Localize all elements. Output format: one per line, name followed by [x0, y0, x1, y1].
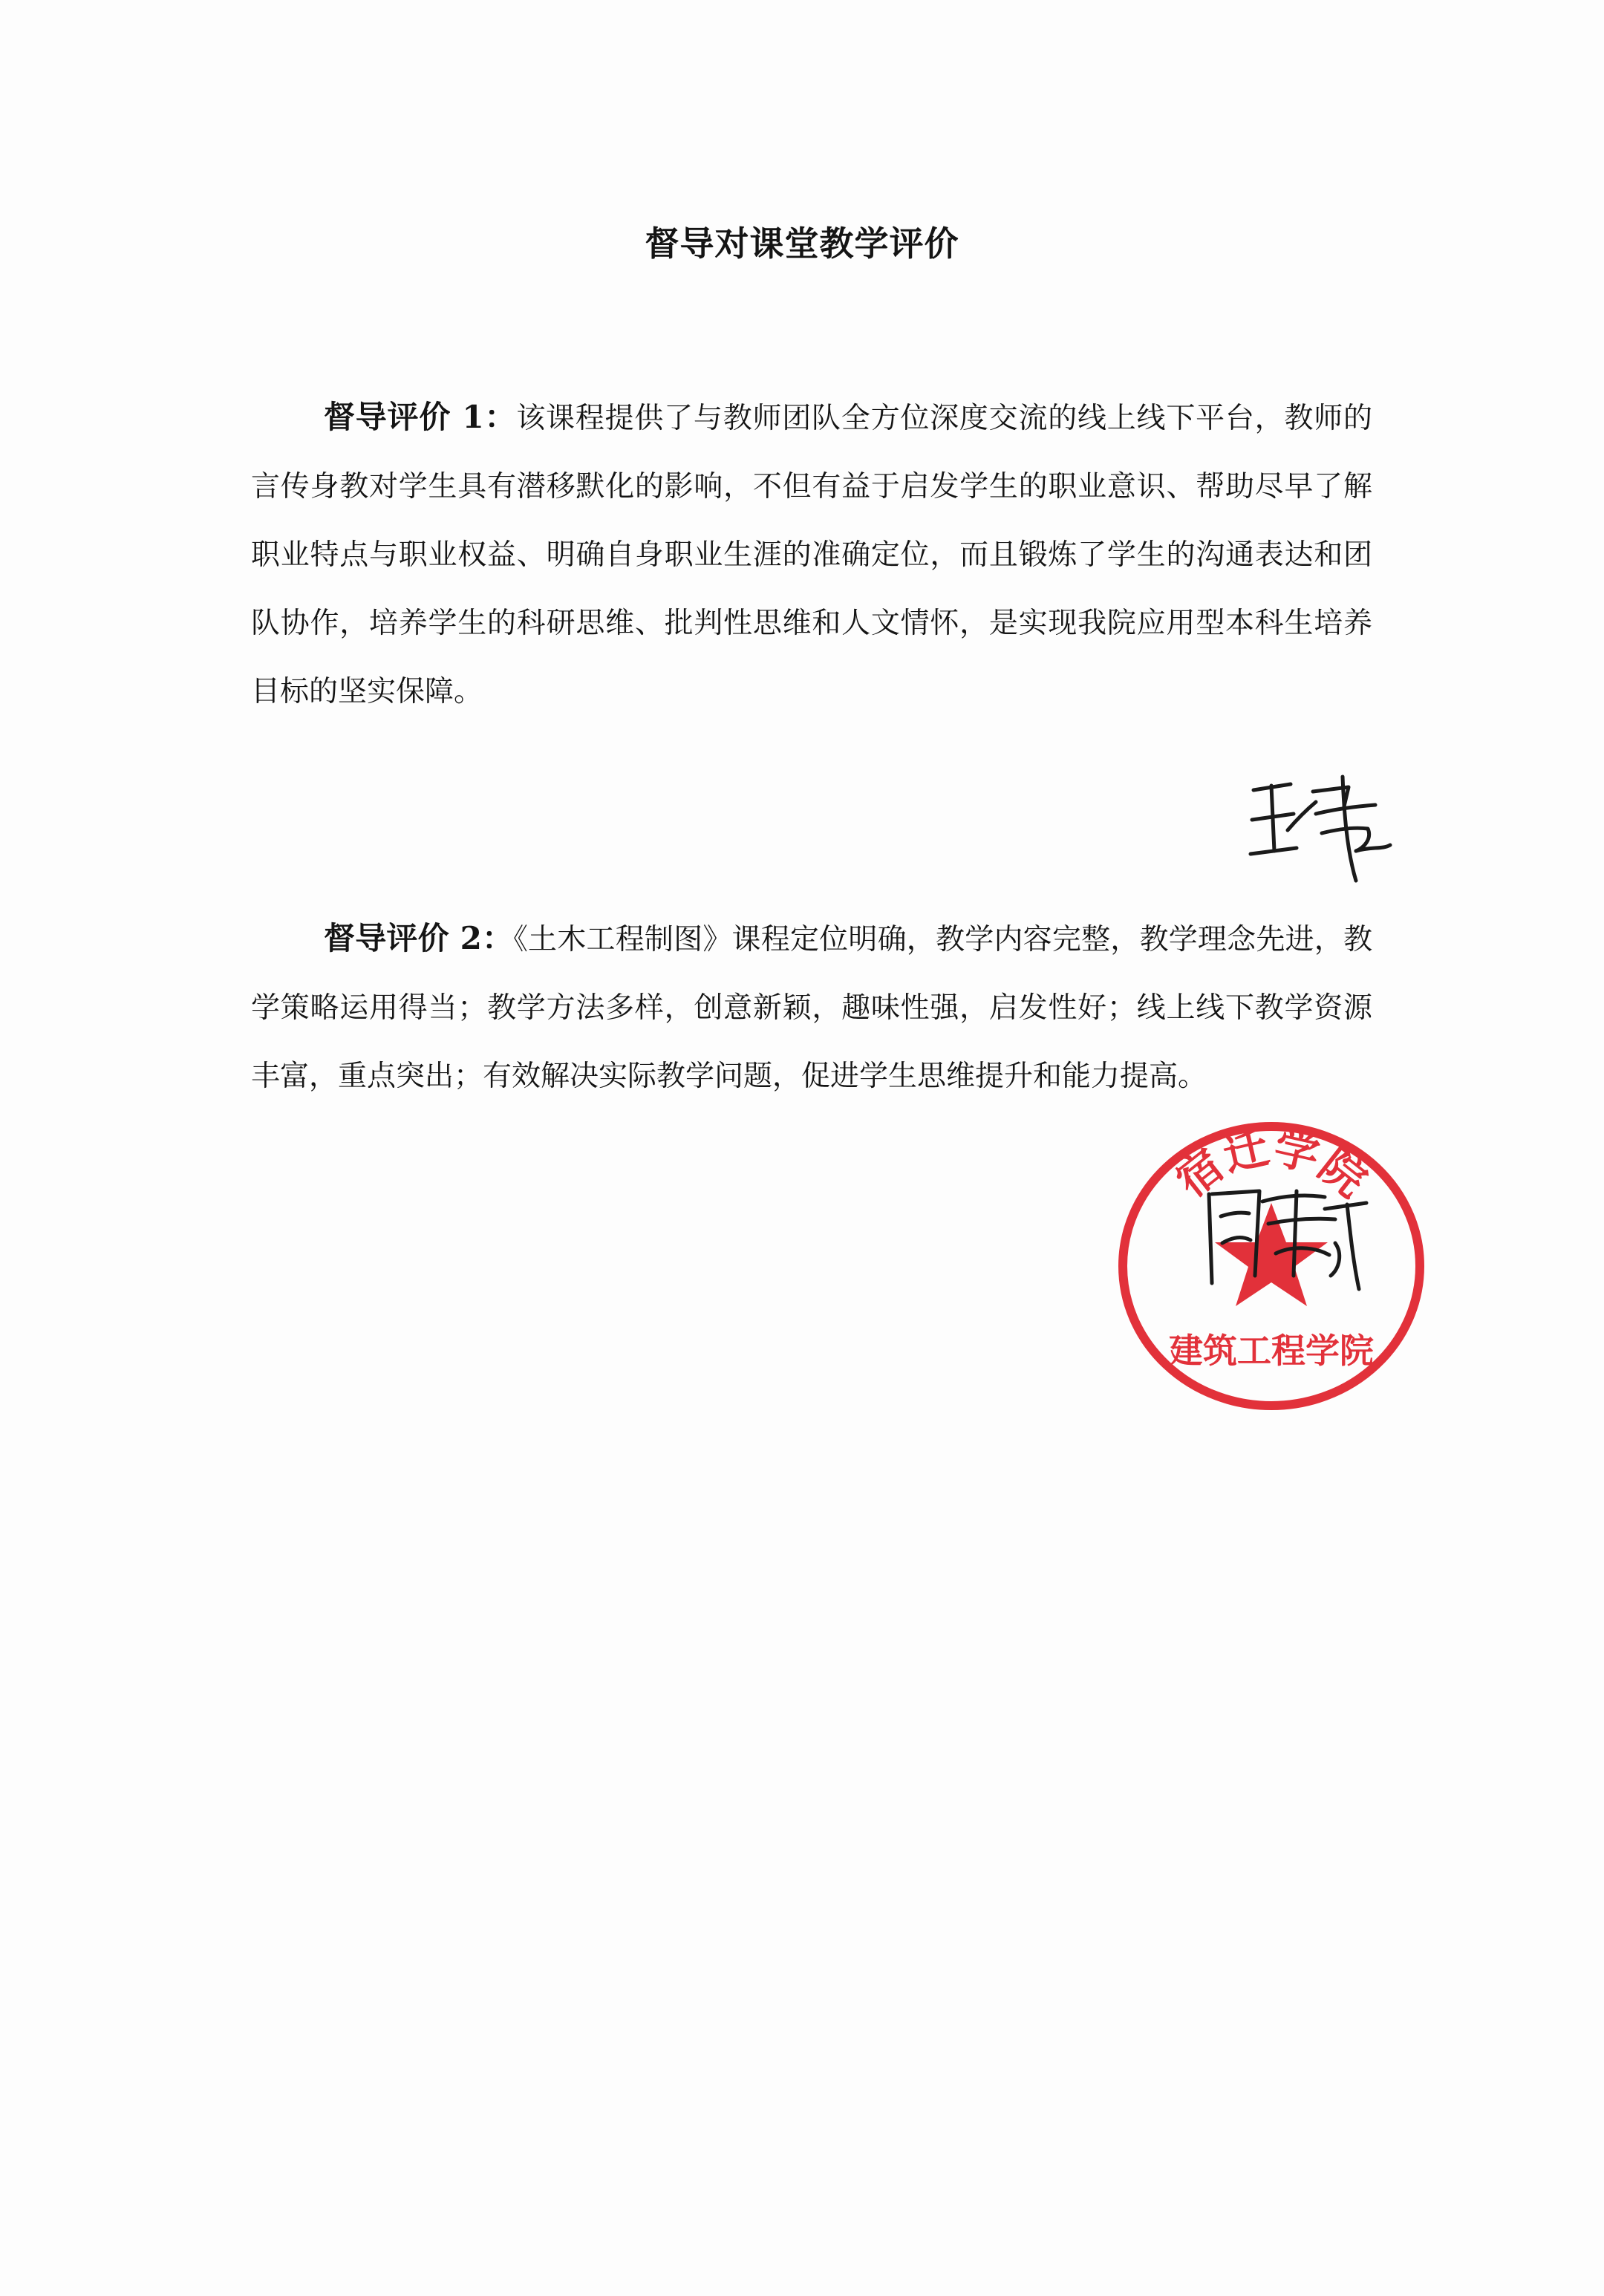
evaluation-2-label: 督导评价 2： — [324, 920, 514, 956]
evaluation-2-text: 《土木工程制图》课程定位明确，教学内容完整，教学理念先进，教学策略运用得当；教学方法多样，创意新颖，趣味性强，启发性好；线上线下教学资源丰富，重点突出；有效解决实际教学问题，促进学生思维提升和能力提高。 — [251, 923, 1372, 1093]
evaluation-2-paragraph — [251, 904, 1372, 1111]
evaluation-1-text: 该课程提供了与教师团队全方位深度交流的线上线下平台，教师的言传身教对学生具有潜移默化的影响，不但有益于启发学生的职业意识、帮助尽早了解职业特点与职业权益、明确自身职业生涯的准确定位，而且锻炼了学生的沟通表达和团队协作，培养学生的科研思维、批判性思维和人文情怀，是实现我院应用型本科生培养目标的坚实保障。 — [251, 402, 1372, 708]
signature-2-image — [1194, 1172, 1380, 1298]
signature-1-image — [1245, 762, 1401, 888]
evaluation-1 — [251, 383, 1372, 726]
seal-outer-text: 宿迁学院 — [1166, 1121, 1377, 1208]
evaluation-1-paragraph — [251, 383, 1372, 726]
evaluation-1-label: 督导评价 1： — [324, 399, 517, 435]
seal-inner-text: 建筑工程学院 — [1169, 1331, 1374, 1371]
page-title: 督导对课堂教学评价 — [645, 224, 959, 264]
evaluation-2 — [251, 904, 1372, 1111]
